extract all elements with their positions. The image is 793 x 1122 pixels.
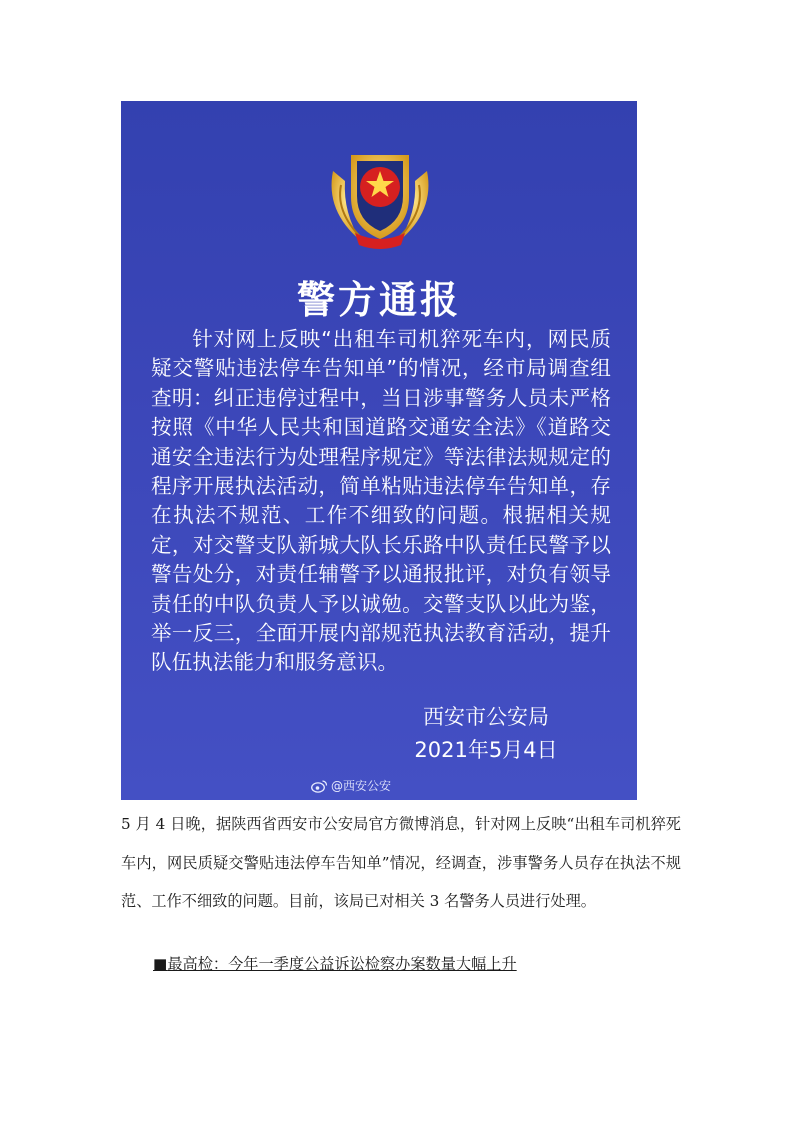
article-paragraph: 5 月 4 日晚，据陕西省西安市公安局官方微博消息，针对网上反映“出租车司机猝死车内，网民质疑交警贴违法停车告知单”情况，经调查，涉事警务人员存在执法不规范、工作不细致的问题。目前，该局已对相关 3 名警务人员进行处理。 [121,815,681,910]
notice-date: 2021年5月4日 [414,738,558,762]
notice-title: 警方通报 [296,278,461,322]
watermark-text: @西安公安 [331,779,392,793]
police-emblem-icon [321,141,439,253]
notice-body: 针对网上反映“出租车司机猝死车内，网民质疑交警贴违法停车告知单”的情况，经市局调查组查明：纠正违停过程中，当日涉事警务人员未严格按照《中华人民共和国道路交通安全法》《道路交通安全违法行为处理程序规定》等法律法规规定的程序开展执法活动，简单粘贴违法停车告知单，存在执法不规范、工作不细致的问题。根据相关规定，对交警支队新城大队长乐路中队责任民警予以警告处分，对责任辅警予以通报批评，对负有领导责任的中队负责人予以诚勉。交警支队以此为鉴，举一反三，全面开展内部规范执法教育活动，提升队伍执法能力和服务意识。 [151,327,611,675]
weibo-icon [311,779,328,793]
related-article-title: 最高检：今年一季度公益诉讼检察办案数量大幅上升 [167,955,517,973]
notice-issuer: 西安市公安局 [423,705,549,729]
police-notice-image [121,101,637,800]
related-article-link[interactable] [153,952,517,976]
square-bullet-icon: ■ [153,955,168,973]
weibo-watermark [311,777,391,794]
